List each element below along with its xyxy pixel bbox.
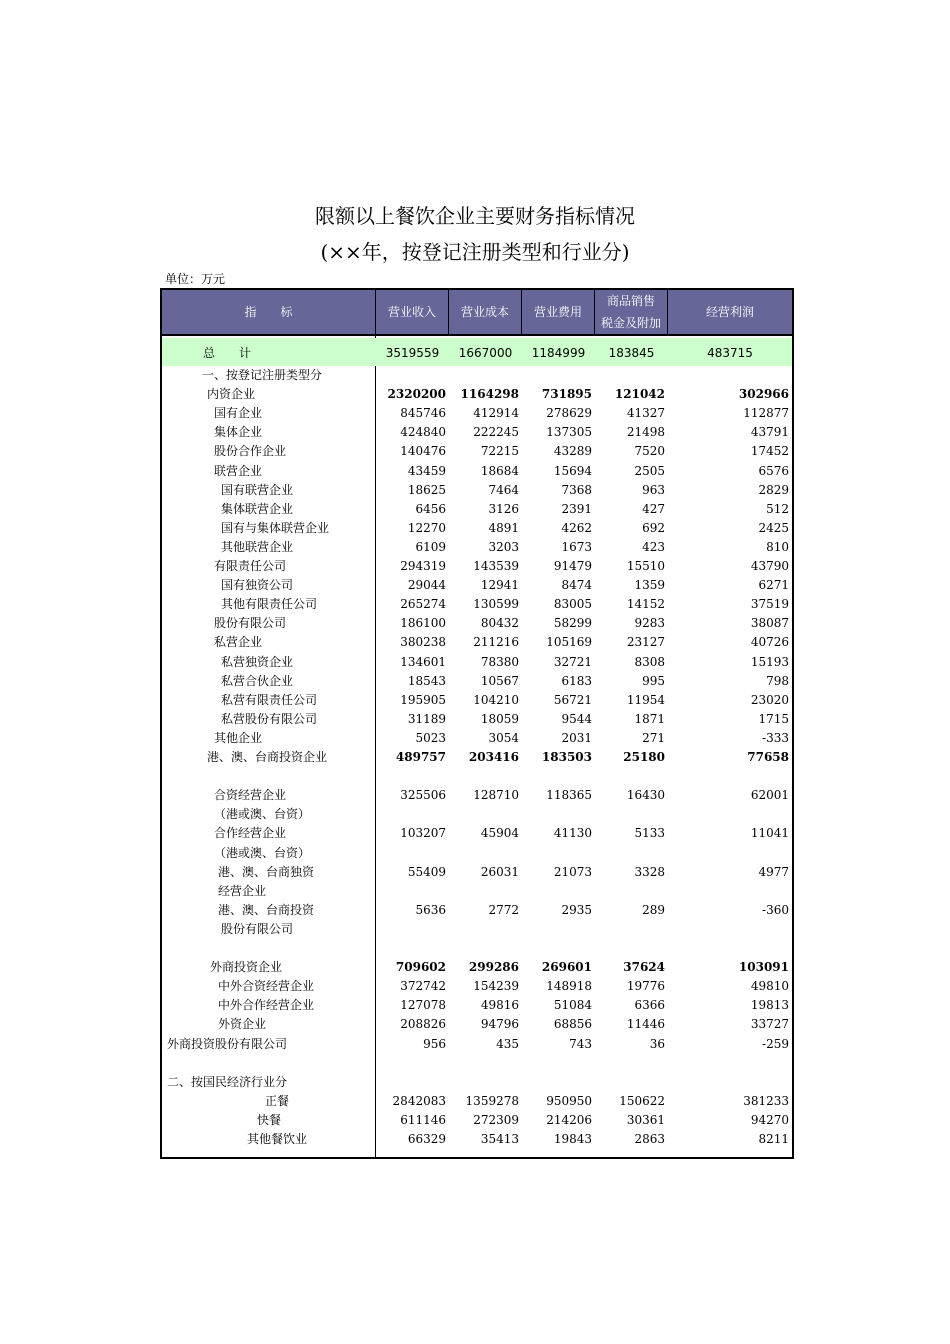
table-row — [162, 519, 792, 538]
row-label: 正餐 — [265, 1093, 290, 1108]
row-value: 278629 — [546, 406, 592, 421]
row-label: 港、澳、台商独资 — [218, 864, 315, 879]
row-label: 经营企业 — [218, 883, 267, 898]
row-value: 12270 — [407, 520, 446, 535]
financial-table — [160, 288, 794, 1159]
row-value: 1164298 — [460, 387, 519, 402]
table-row — [162, 462, 792, 481]
table-header — [162, 290, 792, 336]
table-row — [162, 481, 792, 500]
row-value: 183503 — [541, 750, 592, 764]
row-value: 6183 — [561, 673, 592, 688]
row-value: 692 — [642, 520, 665, 535]
row-value: 5636 — [415, 902, 446, 917]
table-row — [162, 633, 792, 652]
table-row — [162, 901, 792, 920]
row-label: 快餐 — [257, 1112, 282, 1127]
row-value: 10567 — [480, 673, 519, 688]
row-label: 国有联营企业 — [221, 482, 294, 497]
row-label: 合作经营企业 — [214, 826, 287, 841]
row-value: 137305 — [546, 425, 592, 440]
row-value: 140476 — [400, 444, 446, 459]
table-row — [162, 710, 792, 729]
row-value: 3126 — [488, 501, 519, 516]
row-value: 7464 — [488, 482, 519, 497]
row-value: 5023 — [415, 730, 446, 745]
row-label: 国有独资公司 — [221, 578, 294, 593]
row-label: 私营企业 — [214, 635, 263, 650]
row-value: 2863 — [634, 1132, 665, 1146]
row-value: 32721 — [553, 654, 592, 669]
row-value: 40726 — [750, 635, 789, 650]
table-row — [162, 404, 792, 423]
row-value: 130599 — [473, 597, 519, 612]
table-row — [162, 538, 792, 557]
row-value: 995 — [642, 673, 665, 688]
row-value: 423 — [642, 539, 665, 554]
row-value: 299286 — [468, 960, 519, 975]
table-row — [162, 767, 792, 786]
row-label: 其他联营企业 — [221, 539, 294, 554]
row-value: 68856 — [553, 1017, 592, 1032]
header-revenue: 营业收入 — [376, 290, 449, 334]
row-label: 外资企业 — [218, 1017, 267, 1032]
row-value: 103207 — [400, 826, 446, 841]
row-value: 1871 — [634, 711, 665, 726]
row-value: 269601 — [541, 960, 592, 975]
row-value: 372742 — [400, 979, 446, 994]
row-value: 1359 — [634, 578, 665, 593]
row-value: 6456 — [415, 501, 446, 516]
row-label: 国有企业 — [214, 406, 263, 421]
row-value: 112877 — [743, 406, 789, 421]
row-label: 有限责任公司 — [214, 559, 287, 573]
row-label: 股份有限公司 — [221, 921, 294, 936]
row-value: 325506 — [400, 788, 446, 803]
row-label: 联营企业 — [214, 463, 263, 478]
table-row — [162, 576, 792, 595]
table-row — [162, 1130, 792, 1149]
row-value: 150622 — [619, 1093, 665, 1108]
row-value: 43790 — [750, 559, 789, 573]
table-row — [162, 844, 792, 863]
row-value: 41327 — [626, 406, 665, 421]
row-value: 83005 — [553, 597, 592, 612]
row-value: 31189 — [407, 711, 446, 726]
row-value: 6366 — [634, 998, 665, 1013]
table-row — [162, 385, 792, 404]
row-label: 私营股份有限公司 — [221, 711, 318, 726]
row-value: 1673 — [561, 539, 592, 554]
unit-label: 单位：万元 — [165, 272, 226, 286]
header-profit: 经营利润 — [705, 305, 754, 319]
total-row — [162, 338, 792, 366]
table-row — [162, 786, 792, 805]
row-value: 7368 — [561, 482, 592, 497]
row-value: 37624 — [623, 960, 665, 975]
row-value: 963 — [642, 482, 665, 497]
row-value: 94270 — [750, 1112, 789, 1127]
row-value: 134601 — [400, 654, 446, 669]
row-value: 35413 — [480, 1132, 519, 1146]
row-value: 105169 — [546, 635, 592, 650]
row-value: 6576 — [758, 463, 789, 478]
row-value: 143539 — [473, 559, 519, 573]
table-row — [162, 939, 792, 958]
row-label: 集体联营企业 — [221, 501, 294, 516]
table-row — [162, 614, 792, 633]
row-value: 4891 — [488, 520, 519, 535]
row-value: 2425 — [758, 520, 789, 535]
row-label: 股份合作企业 — [214, 444, 287, 459]
row-value: 77658 — [747, 750, 789, 764]
row-value: 2320200 — [387, 387, 446, 402]
row-value: 154239 — [473, 979, 519, 994]
table-row — [162, 366, 792, 385]
row-value: 950950 — [546, 1093, 592, 1108]
table-row — [162, 423, 792, 442]
row-value: 2391 — [561, 501, 592, 516]
row-value: 195905 — [400, 692, 446, 707]
row-value: 265274 — [400, 597, 446, 612]
row-label: 外商投资股份有限公司 — [167, 1036, 288, 1051]
row-value: 21073 — [553, 864, 592, 879]
row-value: 743 — [569, 1036, 592, 1051]
row-label: 私营有限责任公司 — [221, 692, 318, 707]
row-value: -360 — [762, 902, 789, 917]
total-expense: 1184999 — [531, 346, 586, 360]
row-value: 2772 — [488, 902, 519, 917]
row-value: 2842083 — [392, 1093, 446, 1108]
table-row — [162, 863, 792, 882]
row-value: 810 — [766, 539, 789, 554]
row-value: 148918 — [546, 979, 592, 994]
table-row — [162, 595, 792, 614]
row-value: 19813 — [750, 998, 789, 1013]
row-value: 4977 — [758, 864, 789, 879]
header-expense: 营业费用 — [522, 290, 595, 334]
row-value: 6109 — [415, 539, 446, 554]
table-row — [162, 748, 792, 767]
header-sales-tax: 商品销售 税金及附加 — [595, 290, 668, 334]
row-value: 56721 — [553, 692, 592, 707]
row-value: 9283 — [634, 616, 665, 631]
table-row — [162, 557, 792, 576]
row-value: 2935 — [561, 902, 592, 917]
row-value: 37519 — [750, 597, 789, 612]
row-value: 15193 — [750, 654, 789, 669]
row-value: 14152 — [626, 597, 665, 612]
total-sales-tax: 183845 — [608, 346, 655, 360]
row-value: 49816 — [480, 998, 519, 1013]
table-row — [162, 920, 792, 939]
total-cost: 1667000 — [458, 346, 513, 360]
row-value: 845746 — [400, 406, 446, 421]
row-value: 29044 — [407, 578, 446, 593]
row-value: 611146 — [400, 1112, 446, 1127]
row-value: 18543 — [407, 673, 446, 688]
row-value: 19843 — [553, 1132, 592, 1146]
row-label: 港、澳、台商投资 — [218, 902, 315, 917]
row-value: -259 — [762, 1036, 789, 1051]
row-label: 其他企业 — [214, 730, 263, 745]
row-value: 66329 — [407, 1132, 446, 1146]
row-label: 私营合伙企业 — [221, 673, 294, 688]
row-value: 80432 — [480, 616, 519, 631]
row-value: 18684 — [480, 463, 519, 478]
row-value: 731895 — [541, 387, 592, 402]
row-label: （港或澳、台资） — [214, 845, 311, 860]
row-value: 49810 — [750, 979, 789, 994]
row-value: 118365 — [546, 788, 592, 803]
row-value: 2031 — [561, 730, 592, 745]
table-row — [162, 691, 792, 710]
row-value: 19776 — [626, 979, 665, 994]
table-row — [162, 442, 792, 461]
row-value: 709602 — [395, 960, 446, 975]
row-value: -333 — [762, 730, 789, 745]
row-label: 一、按登记注册类型分 — [202, 368, 323, 382]
row-value: 4262 — [561, 520, 592, 535]
row-value: 412914 — [473, 406, 519, 421]
row-value: 186100 — [400, 616, 446, 631]
row-value: 3054 — [488, 730, 519, 745]
row-value: 211216 — [473, 635, 519, 650]
row-value: 289 — [642, 902, 665, 917]
table-row — [162, 1092, 792, 1111]
row-label: 其他有限责任公司 — [221, 597, 318, 612]
row-value: 381233 — [743, 1093, 789, 1108]
row-value: 2829 — [758, 482, 789, 497]
row-value: 11041 — [750, 826, 789, 841]
row-label: 私营独资企业 — [221, 654, 294, 669]
row-value: 23127 — [626, 635, 665, 650]
row-value: 3328 — [634, 864, 665, 879]
row-value: 8474 — [561, 578, 592, 593]
row-value: 43791 — [750, 425, 789, 440]
table-row — [162, 1054, 792, 1073]
page-subtitle: (××年，按登记注册类型和行业分) — [320, 240, 630, 264]
row-value: 30361 — [626, 1112, 665, 1127]
row-label: 内资企业 — [207, 387, 256, 402]
row-label: （港或澳、台资） — [214, 807, 311, 822]
row-value: 55409 — [407, 864, 446, 879]
row-label: 中外合资经营企业 — [218, 979, 315, 994]
row-value: 104210 — [473, 692, 519, 707]
row-label: 股份有限公司 — [214, 616, 287, 631]
row-value: 214206 — [546, 1112, 592, 1127]
row-value: 78380 — [480, 654, 519, 669]
table-row — [162, 672, 792, 691]
row-label: 国有与集体联营企业 — [221, 520, 330, 535]
table-row — [162, 996, 792, 1015]
total-profit: 483715 — [707, 346, 753, 360]
row-value: 26031 — [480, 864, 519, 879]
row-value: 18625 — [407, 482, 446, 497]
row-label: 二、按国民经济行业分 — [167, 1074, 288, 1089]
table-row — [162, 882, 792, 901]
row-value: 16430 — [626, 788, 665, 803]
row-label: 外商投资企业 — [210, 960, 283, 975]
row-value: 43459 — [407, 463, 446, 478]
row-value: 15510 — [626, 559, 665, 573]
row-value: 6271 — [758, 578, 789, 593]
row-value: 271 — [642, 730, 665, 745]
row-value: 17452 — [750, 444, 789, 459]
table-row — [162, 653, 792, 672]
row-value: 424840 — [400, 425, 446, 440]
row-value: 9544 — [561, 711, 592, 726]
row-value: 18059 — [480, 711, 519, 726]
row-value: 5133 — [634, 826, 665, 841]
row-value: 38087 — [750, 616, 789, 631]
row-value: 15694 — [553, 463, 592, 478]
row-value: 127078 — [400, 998, 446, 1013]
row-value: 8308 — [634, 654, 665, 669]
row-label: 其他餐饮业 — [247, 1132, 308, 1146]
row-value: 58299 — [553, 616, 592, 631]
table-row — [162, 729, 792, 748]
table-row — [162, 500, 792, 519]
total-label: 总 计 — [202, 346, 251, 360]
row-value: 128710 — [473, 788, 519, 803]
row-value: 41130 — [553, 826, 592, 841]
header-indicator: 指 标 — [162, 290, 376, 334]
table-row — [162, 824, 792, 843]
row-value: 8211 — [758, 1132, 789, 1146]
table-row — [162, 958, 792, 977]
table-row — [162, 1035, 792, 1054]
row-value: 294319 — [400, 559, 446, 573]
row-value: 51084 — [553, 998, 592, 1013]
row-value: 36 — [649, 1036, 665, 1051]
table-row — [162, 1073, 792, 1092]
row-value: 512 — [766, 501, 789, 516]
row-value: 94796 — [480, 1017, 519, 1032]
row-value: 33727 — [750, 1017, 789, 1032]
row-value: 12941 — [480, 578, 519, 593]
row-value: 45904 — [480, 826, 519, 841]
row-value: 203416 — [468, 750, 519, 764]
row-value: 798 — [766, 673, 789, 688]
row-value: 427 — [642, 501, 665, 516]
table-row — [162, 1015, 792, 1034]
row-value: 72215 — [480, 444, 519, 459]
row-value: 11954 — [626, 692, 665, 707]
row-value: 1715 — [758, 711, 789, 726]
row-value: 956 — [423, 1036, 446, 1051]
row-value: 43289 — [553, 444, 592, 459]
table-row — [162, 1111, 792, 1130]
row-value: 62001 — [750, 788, 789, 803]
total-revenue: 3519559 — [385, 346, 440, 360]
row-value: 91479 — [553, 559, 592, 573]
header-cost: 营业成本 — [449, 290, 522, 334]
row-value: 7520 — [634, 444, 665, 459]
row-label: 集体企业 — [214, 425, 263, 440]
row-value: 103091 — [738, 960, 789, 975]
row-value: 2505 — [634, 463, 665, 478]
row-value: 489757 — [395, 750, 446, 764]
row-label: 港、澳、台商投资企业 — [207, 750, 328, 764]
row-value: 25180 — [623, 750, 665, 764]
row-value: 1359278 — [465, 1093, 519, 1108]
row-value: 21498 — [626, 425, 665, 440]
row-value: 302966 — [738, 387, 789, 402]
row-value: 3203 — [488, 539, 519, 554]
row-value: 208826 — [400, 1017, 446, 1032]
row-value: 435 — [496, 1036, 519, 1051]
row-value: 380238 — [400, 635, 446, 650]
table-row — [162, 977, 792, 996]
row-value: 11446 — [626, 1017, 665, 1032]
row-value: 272309 — [473, 1112, 519, 1127]
row-value: 121042 — [614, 387, 665, 402]
row-value: 222245 — [473, 425, 519, 440]
table-row — [162, 805, 792, 824]
row-value: 23020 — [750, 692, 789, 707]
row-label: 合资经营企业 — [214, 788, 287, 803]
row-label: 中外合作经营企业 — [218, 998, 315, 1013]
page-title: 限额以上餐饮企业主要财务指标情况 — [315, 204, 635, 228]
